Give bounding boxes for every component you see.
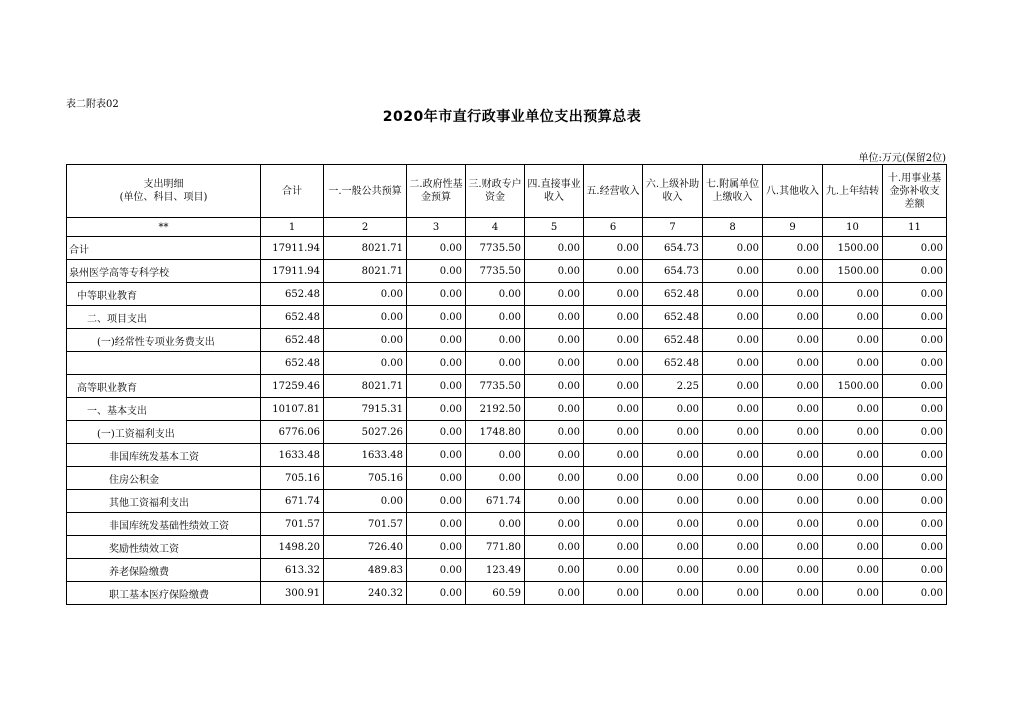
- cell-value: 0.00: [883, 352, 947, 375]
- table-row: [67, 513, 947, 536]
- cell-value: 0.00: [584, 306, 643, 329]
- cell-value: 0.00: [584, 283, 643, 306]
- cell-value: 5027.26: [324, 421, 407, 444]
- cell-value: 0.00: [466, 352, 525, 375]
- table-row: [67, 375, 947, 398]
- cell-value: 0.00: [584, 513, 643, 536]
- cell-value: 0.00: [584, 582, 643, 605]
- cell-value: 0.00: [466, 444, 525, 467]
- table-row: [67, 237, 947, 260]
- cell-value: 0.00: [763, 490, 823, 513]
- row-label: 其他工资福利支出: [67, 490, 261, 513]
- cell-value: 0.00: [407, 444, 466, 467]
- cell-value: 0.00: [763, 237, 823, 260]
- cell-value: 0.00: [763, 260, 823, 283]
- cell-value: 0.00: [823, 329, 883, 352]
- cell-value: 7735.50: [466, 260, 525, 283]
- cell-value: 0.00: [525, 467, 584, 490]
- cell-value: 0.00: [407, 490, 466, 513]
- table-row: [67, 421, 947, 444]
- cell-value: 60.59: [466, 582, 525, 605]
- row-label: 二、项目支出: [67, 306, 261, 329]
- page-title: 2020年市直行政事业单位支出预算总表: [382, 109, 642, 125]
- table-row: [67, 283, 947, 306]
- cell-value: 0.00: [525, 559, 584, 582]
- cell-value: 0.00: [643, 513, 703, 536]
- row-label: 住房公积金: [67, 467, 261, 490]
- cell-value: 0.00: [763, 536, 823, 559]
- cell-value: 10107.81: [261, 398, 324, 421]
- column-index-1: 1: [261, 218, 324, 237]
- cell-value: 0.00: [763, 467, 823, 490]
- cell-value: 0.00: [763, 352, 823, 375]
- cell-value: 0.00: [883, 283, 947, 306]
- cell-value: 1500.00: [823, 260, 883, 283]
- cell-value: 0.00: [643, 467, 703, 490]
- cell-value: 0.00: [883, 398, 947, 421]
- cell-value: 0.00: [703, 398, 763, 421]
- cell-value: 0.00: [407, 513, 466, 536]
- cell-value: 0.00: [584, 398, 643, 421]
- cell-value: 0.00: [703, 329, 763, 352]
- table-body: [67, 237, 947, 605]
- cell-value: 0.00: [643, 398, 703, 421]
- cell-value: 0.00: [643, 559, 703, 582]
- cell-value: 0.00: [407, 536, 466, 559]
- cell-value: 0.00: [584, 536, 643, 559]
- cell-value: 0.00: [703, 283, 763, 306]
- cell-value: 0.00: [703, 306, 763, 329]
- cell-value: 0.00: [823, 467, 883, 490]
- cell-value: 0.00: [763, 513, 823, 536]
- column-header-9: 八.其他收入: [763, 165, 823, 218]
- cell-value: 0.00: [407, 398, 466, 421]
- table-row: [67, 559, 947, 582]
- cell-value: 0.00: [525, 444, 584, 467]
- cell-value: 0.00: [883, 237, 947, 260]
- cell-value: 0.00: [466, 306, 525, 329]
- cell-value: 0.00: [525, 329, 584, 352]
- cell-value: 0.00: [823, 283, 883, 306]
- cell-value: 0.00: [324, 306, 407, 329]
- cell-value: 0.00: [763, 421, 823, 444]
- cell-value: 652.48: [261, 329, 324, 352]
- unit-note: 单位:万元(保留2位): [858, 153, 946, 164]
- cell-value: 8021.71: [324, 375, 407, 398]
- cell-value: 0.00: [584, 421, 643, 444]
- cell-value: 0.00: [466, 467, 525, 490]
- cell-value: 0.00: [407, 582, 466, 605]
- cell-value: 0.00: [584, 352, 643, 375]
- cell-value: 0.00: [407, 352, 466, 375]
- cell-value: 0.00: [525, 490, 584, 513]
- column-index-2: 2: [324, 218, 407, 237]
- cell-value: 7735.50: [466, 237, 525, 260]
- cell-value: 0.00: [883, 329, 947, 352]
- cell-value: 0.00: [584, 467, 643, 490]
- cell-value: 489.83: [324, 559, 407, 582]
- column-header-5: 四.直接事业收入: [525, 165, 584, 218]
- cell-value: 771.80: [466, 536, 525, 559]
- cell-value: 652.48: [261, 306, 324, 329]
- cell-value: 0.00: [763, 444, 823, 467]
- cell-value: 0.00: [823, 398, 883, 421]
- row-label: 职工基本医疗保险缴费: [67, 582, 261, 605]
- cell-value: 1633.48: [261, 444, 324, 467]
- cell-value: 0.00: [324, 329, 407, 352]
- cell-value: 0.00: [883, 559, 947, 582]
- document-label: 表二附表02: [66, 99, 119, 110]
- cell-value: 671.74: [261, 490, 324, 513]
- row-label: (一)经常性专项业务费支出: [67, 329, 261, 352]
- cell-value: 0.00: [823, 490, 883, 513]
- cell-value: 705.16: [261, 467, 324, 490]
- cell-value: 0.00: [525, 513, 584, 536]
- cell-value: 0.00: [324, 490, 407, 513]
- cell-value: 0.00: [763, 375, 823, 398]
- cell-value: 0.00: [763, 398, 823, 421]
- cell-value: 0.00: [324, 283, 407, 306]
- cell-value: 1748.80: [466, 421, 525, 444]
- cell-value: 652.48: [643, 283, 703, 306]
- row-label: (一)工资福利支出: [67, 421, 261, 444]
- cell-value: 0.00: [324, 352, 407, 375]
- cell-value: 0.00: [763, 329, 823, 352]
- column-index-3: 3: [407, 218, 466, 237]
- cell-value: 0.00: [703, 513, 763, 536]
- cell-value: 652.48: [643, 329, 703, 352]
- column-header-10: 九.上年结转: [823, 165, 883, 218]
- cell-value: 0.00: [703, 467, 763, 490]
- cell-value: 0.00: [407, 559, 466, 582]
- table-index-row: [67, 218, 947, 237]
- cell-value: 0.00: [883, 536, 947, 559]
- cell-value: 0.00: [883, 421, 947, 444]
- cell-value: 0.00: [525, 421, 584, 444]
- table-row: [67, 444, 947, 467]
- cell-value: 6776.06: [261, 421, 324, 444]
- column-index-10: 10: [823, 218, 883, 237]
- column-index-6: 6: [584, 218, 643, 237]
- column-index-0: **: [67, 218, 261, 237]
- cell-value: 1500.00: [823, 375, 883, 398]
- cell-value: 0.00: [883, 490, 947, 513]
- column-header-1: 合计: [261, 165, 324, 218]
- cell-value: 0.00: [525, 306, 584, 329]
- cell-value: 0.00: [823, 559, 883, 582]
- cell-value: 7735.50: [466, 375, 525, 398]
- cell-value: 123.49: [466, 559, 525, 582]
- cell-value: 17911.94: [261, 237, 324, 260]
- cell-value: 0.00: [466, 329, 525, 352]
- column-header-3: 二.政府性基金预算: [407, 165, 466, 218]
- row-label: 奖励性绩效工资: [67, 536, 261, 559]
- row-label: 泉州医学高等专科学校: [67, 260, 261, 283]
- cell-value: 1633.48: [324, 444, 407, 467]
- column-header-11: 十.用事业基金弥补收支差额: [883, 165, 947, 218]
- cell-value: 671.74: [466, 490, 525, 513]
- cell-value: 1500.00: [823, 237, 883, 260]
- cell-value: 0.00: [525, 375, 584, 398]
- cell-value: 0.00: [703, 260, 763, 283]
- cell-value: 0.00: [823, 513, 883, 536]
- cell-value: 0.00: [466, 513, 525, 536]
- cell-value: 0.00: [763, 306, 823, 329]
- cell-value: 0.00: [525, 582, 584, 605]
- table-row: [67, 398, 947, 421]
- cell-value: 0.00: [584, 444, 643, 467]
- cell-value: 0.00: [763, 582, 823, 605]
- cell-value: 0.00: [883, 513, 947, 536]
- cell-value: 0.00: [763, 283, 823, 306]
- cell-value: 701.57: [261, 513, 324, 536]
- table-row: [67, 536, 947, 559]
- cell-value: 0.00: [407, 329, 466, 352]
- column-header-4: 三.财政专户资金: [466, 165, 525, 218]
- cell-value: 0.00: [643, 490, 703, 513]
- cell-value: 726.40: [324, 536, 407, 559]
- column-index-4: 4: [466, 218, 525, 237]
- cell-value: 0.00: [407, 283, 466, 306]
- cell-value: 701.57: [324, 513, 407, 536]
- cell-value: 2.25: [643, 375, 703, 398]
- cell-value: 0.00: [525, 283, 584, 306]
- table-row: [67, 490, 947, 513]
- row-label: 中等职业教育: [67, 283, 261, 306]
- cell-value: 0.00: [703, 582, 763, 605]
- cell-value: 0.00: [407, 421, 466, 444]
- table-row: [67, 260, 947, 283]
- cell-value: 240.32: [324, 582, 407, 605]
- cell-value: 705.16: [324, 467, 407, 490]
- row-label: 高等职业教育: [67, 375, 261, 398]
- cell-value: 0.00: [823, 306, 883, 329]
- cell-value: 0.00: [643, 421, 703, 444]
- table-row: [67, 467, 947, 490]
- cell-value: 0.00: [466, 283, 525, 306]
- cell-value: 0.00: [823, 421, 883, 444]
- table-row: [67, 306, 947, 329]
- table-header-row: [67, 165, 947, 218]
- cell-value: 300.91: [261, 582, 324, 605]
- column-index-11: 11: [883, 218, 947, 237]
- cell-value: 0.00: [407, 260, 466, 283]
- cell-value: 0.00: [703, 375, 763, 398]
- cell-value: 0.00: [703, 444, 763, 467]
- column-index-5: 5: [525, 218, 584, 237]
- cell-value: 0.00: [703, 237, 763, 260]
- cell-value: 613.32: [261, 559, 324, 582]
- column-index-7: 7: [643, 218, 703, 237]
- cell-value: 2192.50: [466, 398, 525, 421]
- cell-value: 652.48: [261, 352, 324, 375]
- cell-value: 0.00: [584, 260, 643, 283]
- cell-value: 0.00: [643, 536, 703, 559]
- cell-value: 8021.71: [324, 237, 407, 260]
- budget-table: [66, 164, 947, 605]
- cell-value: 0.00: [584, 329, 643, 352]
- cell-value: 0.00: [703, 352, 763, 375]
- cell-value: 8021.71: [324, 260, 407, 283]
- cell-value: 0.00: [407, 237, 466, 260]
- cell-value: 654.73: [643, 237, 703, 260]
- cell-value: 0.00: [823, 582, 883, 605]
- table-row: [67, 352, 947, 375]
- table-row: [67, 329, 947, 352]
- cell-value: 0.00: [883, 444, 947, 467]
- cell-value: 654.73: [643, 260, 703, 283]
- cell-value: 0.00: [703, 421, 763, 444]
- column-header-6: 五.经营收入: [584, 165, 643, 218]
- cell-value: 0.00: [643, 582, 703, 605]
- cell-value: 0.00: [883, 306, 947, 329]
- cell-value: 17911.94: [261, 260, 324, 283]
- cell-value: 652.48: [643, 352, 703, 375]
- cell-value: 0.00: [525, 237, 584, 260]
- cell-value: 7915.31: [324, 398, 407, 421]
- cell-value: 0.00: [883, 582, 947, 605]
- cell-value: 0.00: [584, 490, 643, 513]
- cell-value: 0.00: [823, 444, 883, 467]
- table-row: [67, 582, 947, 605]
- cell-value: 17259.46: [261, 375, 324, 398]
- cell-value: 0.00: [703, 559, 763, 582]
- column-header-2: 一.一般公共预算: [324, 165, 407, 218]
- cell-value: 0.00: [584, 559, 643, 582]
- cell-value: 0.00: [883, 260, 947, 283]
- row-label: [67, 352, 261, 375]
- cell-value: 0.00: [525, 536, 584, 559]
- cell-value: 0.00: [407, 467, 466, 490]
- column-index-9: 9: [763, 218, 823, 237]
- cell-value: 0.00: [584, 237, 643, 260]
- cell-value: 0.00: [883, 467, 947, 490]
- cell-value: 0.00: [703, 536, 763, 559]
- row-label: 一、基本支出: [67, 398, 261, 421]
- cell-value: 0.00: [703, 490, 763, 513]
- column-header-8: 七.附属单位上缴收入: [703, 165, 763, 218]
- row-label: 养老保险缴费: [67, 559, 261, 582]
- column-header-7: 六.上级补助收入: [643, 165, 703, 218]
- cell-value: 0.00: [525, 398, 584, 421]
- cell-value: 0.00: [823, 352, 883, 375]
- cell-value: 0.00: [584, 375, 643, 398]
- cell-value: 0.00: [525, 260, 584, 283]
- cell-value: 0.00: [407, 375, 466, 398]
- column-index-8: 8: [703, 218, 763, 237]
- column-header-detail: 支出明细 (单位、科目、项目): [67, 165, 261, 218]
- cell-value: 0.00: [763, 559, 823, 582]
- cell-value: 0.00: [883, 375, 947, 398]
- cell-value: 652.48: [261, 283, 324, 306]
- cell-value: 0.00: [643, 444, 703, 467]
- row-label: 非国库统发基础性绩效工资: [67, 513, 261, 536]
- cell-value: 652.48: [643, 306, 703, 329]
- row-label: 非国库统发基本工资: [67, 444, 261, 467]
- cell-value: 0.00: [525, 352, 584, 375]
- cell-value: 0.00: [407, 306, 466, 329]
- cell-value: 0.00: [823, 536, 883, 559]
- cell-value: 1498.20: [261, 536, 324, 559]
- row-label: 合计: [67, 237, 261, 260]
